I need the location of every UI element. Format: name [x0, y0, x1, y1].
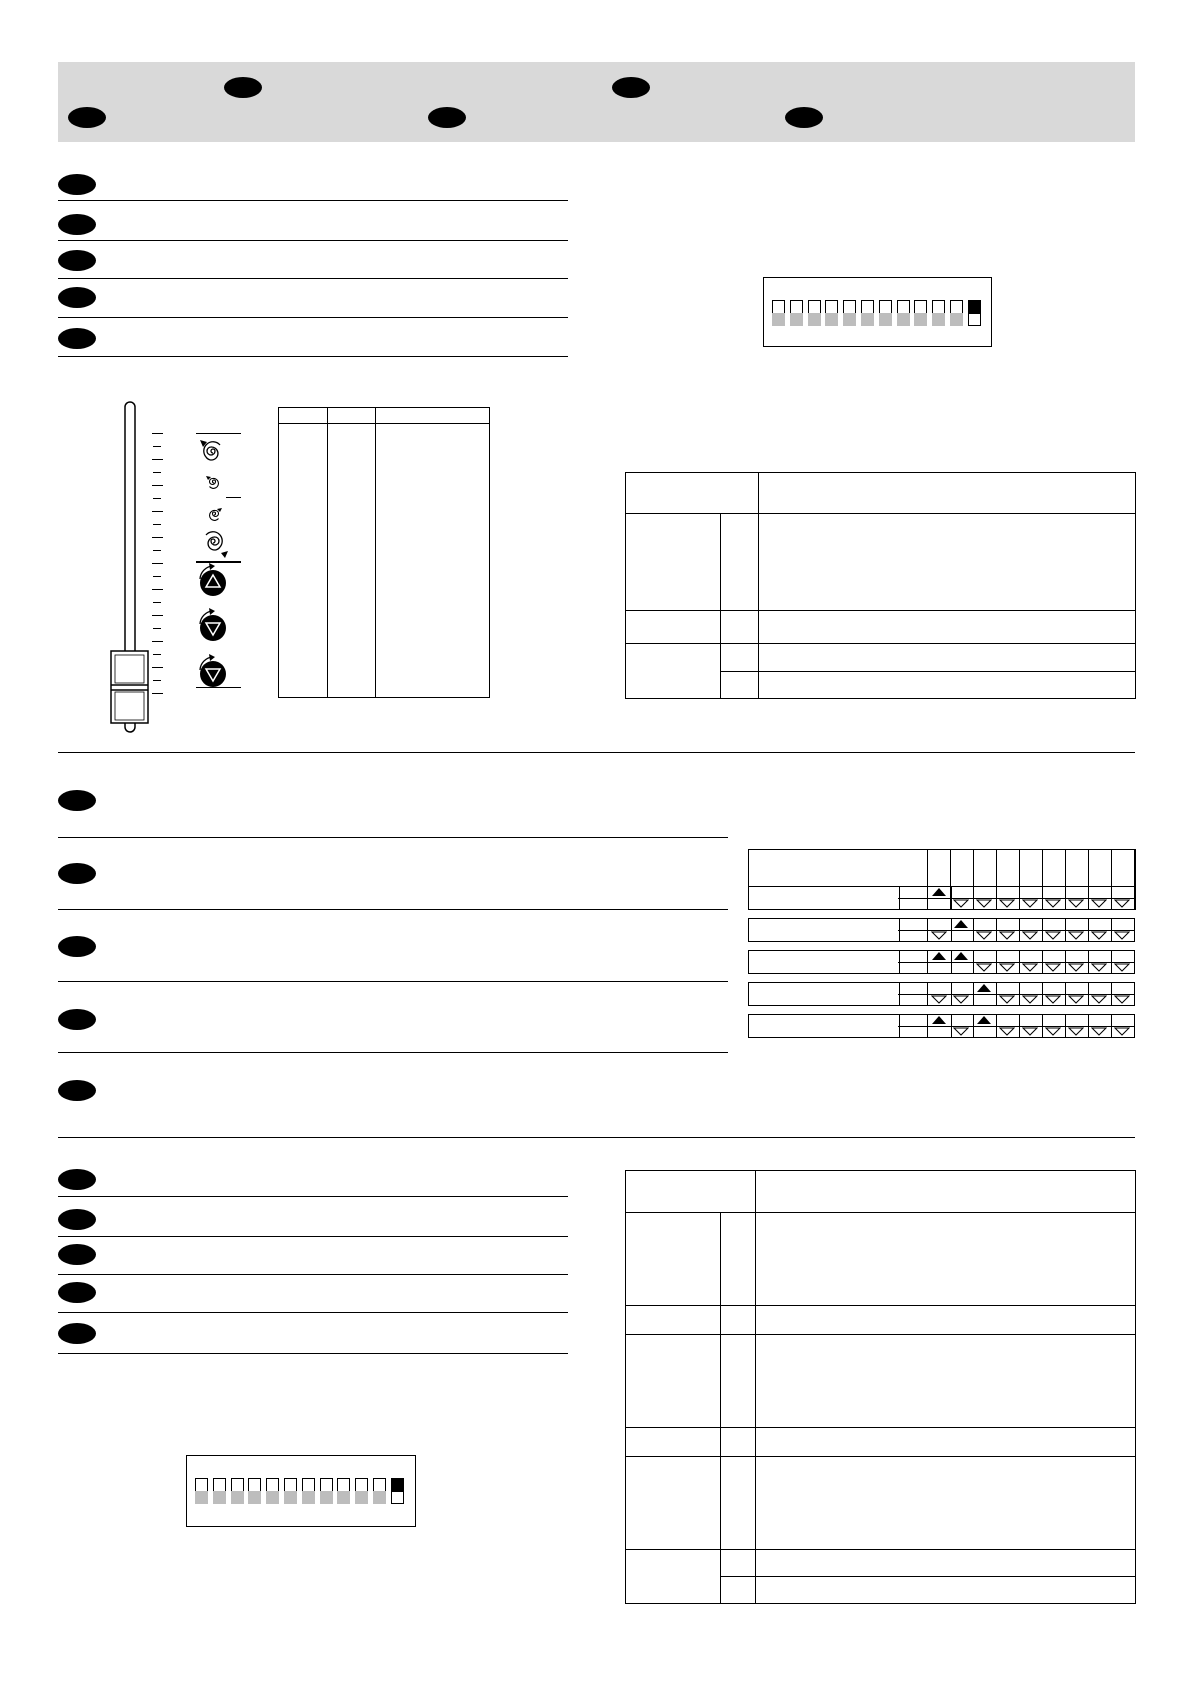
- divider: [58, 1274, 568, 1275]
- slider-tick: [152, 589, 163, 590]
- matrix-cell: [973, 1014, 997, 1038]
- speed-table: [278, 407, 490, 698]
- dip-switch-1[interactable]: [195, 1478, 208, 1504]
- switch-down-marker-icon: [1045, 1027, 1061, 1036]
- rotate-down-arrow-icon: [196, 654, 230, 690]
- slider-tick: [153, 498, 161, 499]
- callout-marker: [58, 250, 96, 271]
- divider: [58, 1353, 568, 1354]
- matrix-cell: [973, 982, 997, 1006]
- section-divider: [58, 1137, 1135, 1138]
- switch-down-marker-icon: [1068, 931, 1084, 940]
- dip-switch-1[interactable]: [772, 300, 785, 326]
- callout-marker: [58, 287, 96, 308]
- matrix-cell: [1042, 982, 1066, 1006]
- switch-down-marker-icon: [1022, 995, 1038, 1004]
- dip-switch-8[interactable]: [320, 1478, 333, 1504]
- switch-down-marker-icon: [953, 1027, 969, 1036]
- matrix-row-sub-cell: [898, 886, 928, 910]
- matrix-cell: [973, 886, 997, 910]
- matrix-cell: [1042, 1014, 1066, 1038]
- switch-down-marker-icon: [1068, 899, 1084, 908]
- matrix-cell: [1088, 1014, 1112, 1038]
- matrix-row-sub-cell: [898, 918, 928, 942]
- slider-tick: [153, 602, 161, 603]
- divider: [226, 497, 241, 498]
- callout-marker: [58, 1244, 96, 1265]
- matrix-cell: [973, 950, 997, 974]
- switch-down-marker-icon: [999, 995, 1015, 1004]
- dip-switch-5[interactable]: [266, 1478, 279, 1504]
- matrix-cell: [1042, 886, 1066, 910]
- divider: [58, 1236, 568, 1237]
- dip-switch-2[interactable]: [213, 1478, 226, 1504]
- slider-tick: [152, 693, 163, 694]
- switch-up-marker-icon: [977, 1016, 991, 1024]
- slider-tick: [153, 680, 161, 681]
- callout-marker: [58, 1323, 96, 1344]
- slider-tick: [152, 537, 163, 538]
- switch-down-marker-icon: [1068, 963, 1084, 972]
- divider: [58, 200, 568, 201]
- dip-switch-8[interactable]: [897, 300, 910, 326]
- switch-down-marker-icon: [931, 931, 947, 940]
- callout-marker: [428, 107, 466, 128]
- matrix-cell: [950, 886, 974, 910]
- matrix-cell: [950, 918, 974, 942]
- slider-tick: [152, 485, 163, 486]
- matrix-cell: [927, 950, 952, 974]
- matrix-cell: [1042, 918, 1066, 942]
- matrix-cell: [1065, 950, 1089, 974]
- dip-switch-4[interactable]: [825, 300, 838, 326]
- divider: [58, 317, 568, 318]
- switch-down-marker-icon: [1091, 899, 1107, 908]
- switch-down-marker-icon: [999, 1027, 1015, 1036]
- slider-tick: [152, 459, 163, 460]
- divider: [58, 1312, 568, 1313]
- divider: [58, 356, 568, 357]
- matrix-cell: [1065, 918, 1089, 942]
- dip-switch-top: [763, 277, 992, 347]
- switch-up-marker-icon: [954, 920, 968, 928]
- matrix-cell: [1065, 1014, 1089, 1038]
- callout-marker: [58, 1209, 96, 1230]
- matrix-cell: [996, 950, 1020, 974]
- switch-down-marker-icon: [1091, 1027, 1107, 1036]
- switch-down-marker-icon: [1022, 899, 1038, 908]
- slider-tick: [153, 550, 161, 551]
- switch-down-marker-icon: [999, 931, 1015, 940]
- matrix-cell: [1019, 918, 1043, 942]
- matrix-row-label-box: [748, 982, 900, 1006]
- switch-down-marker-icon: [931, 995, 947, 1004]
- switch-down-marker-icon: [1114, 899, 1130, 908]
- section-divider: [58, 752, 1135, 753]
- slider-tick: [152, 667, 163, 668]
- switch-up-marker-icon: [932, 1016, 946, 1024]
- switch-down-marker-icon: [1045, 931, 1061, 940]
- settings-table-2: [625, 1170, 1136, 1604]
- slider-tick: [152, 641, 163, 642]
- callout-marker: [58, 174, 96, 195]
- dip-switch-3[interactable]: [808, 300, 821, 326]
- header-band: [58, 62, 1135, 142]
- matrix-cell: [927, 886, 952, 910]
- matrix-cell: [1088, 886, 1112, 910]
- matrix-cell: [1088, 918, 1112, 942]
- callout-marker: [58, 790, 96, 811]
- dip-switch-10[interactable]: [932, 300, 945, 326]
- dip-switch-12[interactable]: [968, 300, 981, 326]
- dip-switch-6[interactable]: [861, 300, 874, 326]
- matrix-row-sub-cell: [898, 982, 928, 1006]
- callout-marker: [58, 1282, 96, 1303]
- matrix-cell: [950, 950, 974, 974]
- dip-switch-4[interactable]: [248, 1478, 261, 1504]
- switch-down-marker-icon: [999, 963, 1015, 972]
- switch-down-marker-icon: [953, 899, 969, 908]
- dip-switch-bottom: [186, 1455, 416, 1527]
- matrix-row-sub-cell: [898, 950, 928, 974]
- matrix-cell: [1111, 982, 1135, 1006]
- callout-marker: [224, 77, 262, 98]
- callout-marker: [785, 107, 823, 128]
- matrix-cell: [1065, 982, 1089, 1006]
- dip-switch-11[interactable]: [373, 1478, 386, 1504]
- switch-up-marker-icon: [977, 984, 991, 992]
- matrix-row-label-box: [748, 918, 900, 942]
- switch-up-marker-icon: [954, 952, 968, 960]
- switch-up-marker-icon: [932, 952, 946, 960]
- divider: [58, 278, 568, 279]
- switch-down-marker-icon: [1091, 995, 1107, 1004]
- slider-tick: [152, 563, 163, 564]
- slider-tick: [153, 576, 161, 577]
- divider: [196, 687, 241, 688]
- matrix-cell: [1019, 886, 1043, 910]
- matrix-cell: [1111, 1014, 1135, 1038]
- matrix-cell: [1065, 886, 1089, 910]
- matrix-cell: [1111, 918, 1135, 942]
- matrix-cell: [1019, 1014, 1043, 1038]
- matrix-cell: [1088, 982, 1112, 1006]
- dip-switch-7[interactable]: [879, 300, 892, 326]
- dip-switch-6[interactable]: [284, 1478, 297, 1504]
- switch-down-marker-icon: [1045, 963, 1061, 972]
- switch-down-marker-icon: [976, 963, 992, 972]
- slider-tick: [152, 511, 163, 512]
- callout-marker: [58, 214, 96, 235]
- slider-tick: [153, 628, 161, 629]
- dip-switch-5[interactable]: [843, 300, 856, 326]
- slider-tick: [152, 615, 163, 616]
- callout-marker: [58, 1169, 96, 1190]
- matrix-cell: [927, 982, 952, 1006]
- matrix-cell: [950, 1014, 974, 1038]
- switch-down-marker-icon: [1114, 963, 1130, 972]
- rotate-down-arrow-icon: [196, 608, 230, 644]
- dip-switch-12[interactable]: [391, 1478, 404, 1504]
- matrix-cell: [996, 1014, 1020, 1038]
- matrix-cell: [1111, 950, 1135, 974]
- cw-large-spiral-icon: [198, 527, 230, 559]
- slider-tick: [153, 446, 161, 447]
- matrix-cell: [1111, 886, 1135, 910]
- matrix-cell: [996, 886, 1020, 910]
- dip-switch-11[interactable]: [950, 300, 963, 326]
- rotate-up-arrow-icon: [196, 563, 230, 599]
- switch-down-marker-icon: [999, 899, 1015, 908]
- switch-down-marker-icon: [1022, 931, 1038, 940]
- callout-marker: [58, 936, 96, 957]
- switch-up-marker-icon: [932, 888, 946, 896]
- matrix-cell: [996, 982, 1020, 1006]
- divider: [58, 909, 728, 910]
- divider: [58, 1052, 728, 1053]
- dip-switch-9[interactable]: [337, 1478, 350, 1504]
- switch-down-marker-icon: [1114, 995, 1130, 1004]
- cw-small-spiral-icon: [205, 505, 223, 523]
- switch-down-marker-icon: [1091, 931, 1107, 940]
- divider: [58, 837, 728, 838]
- slider-tick: [153, 524, 161, 525]
- dip-switch-10[interactable]: [355, 1478, 368, 1504]
- switch-down-marker-icon: [1091, 963, 1107, 972]
- slider-tick: [153, 654, 161, 655]
- matrix-cell: [1019, 982, 1043, 1006]
- switch-down-marker-icon: [1045, 899, 1061, 908]
- matrix-row-sub-cell: [898, 1014, 928, 1038]
- switch-down-marker-icon: [976, 931, 992, 940]
- ccw-large-spiral-icon: [198, 437, 228, 467]
- callout-marker: [58, 328, 96, 349]
- ccw-small-spiral-icon: [205, 473, 223, 491]
- switch-down-marker-icon: [953, 995, 969, 1004]
- matrix-cell: [927, 1014, 952, 1038]
- divider: [58, 1196, 568, 1197]
- dip-switch-3[interactable]: [231, 1478, 244, 1504]
- divider: [58, 981, 728, 982]
- slider-tick: [152, 433, 163, 434]
- matrix-cell: [950, 982, 974, 1006]
- switch-down-marker-icon: [1114, 931, 1130, 940]
- divider: [196, 433, 241, 434]
- switch-down-marker-icon: [1114, 1027, 1130, 1036]
- callout-marker: [68, 107, 106, 128]
- callout-marker: [58, 1009, 96, 1030]
- divider: [58, 240, 568, 241]
- callout-marker: [58, 863, 96, 884]
- matrix-row-label-box: [748, 950, 900, 974]
- matrix-cell: [1019, 950, 1043, 974]
- switch-down-marker-icon: [1045, 995, 1061, 1004]
- matrix-cell: [1088, 950, 1112, 974]
- switch-down-marker-icon: [1022, 963, 1038, 972]
- dip-switch-9[interactable]: [914, 300, 927, 326]
- switch-down-marker-icon: [1022, 1027, 1038, 1036]
- callout-marker: [612, 77, 650, 98]
- switch-down-marker-icon: [976, 899, 992, 908]
- matrix-cell: [973, 918, 997, 942]
- dip-switch-7[interactable]: [302, 1478, 315, 1504]
- matrix-row-label-box: [748, 886, 900, 910]
- matrix-row-label-box: [748, 1014, 900, 1038]
- switch-down-marker-icon: [1068, 1027, 1084, 1036]
- callout-marker: [58, 1080, 96, 1101]
- matrix-cell: [996, 918, 1020, 942]
- switch-down-marker-icon: [1068, 995, 1084, 1004]
- matrix-cell: [927, 918, 952, 942]
- matrix-cell: [1042, 950, 1066, 974]
- settings-table-1: [625, 472, 1136, 699]
- slider-tick: [153, 472, 161, 473]
- dip-switch-2[interactable]: [790, 300, 803, 326]
